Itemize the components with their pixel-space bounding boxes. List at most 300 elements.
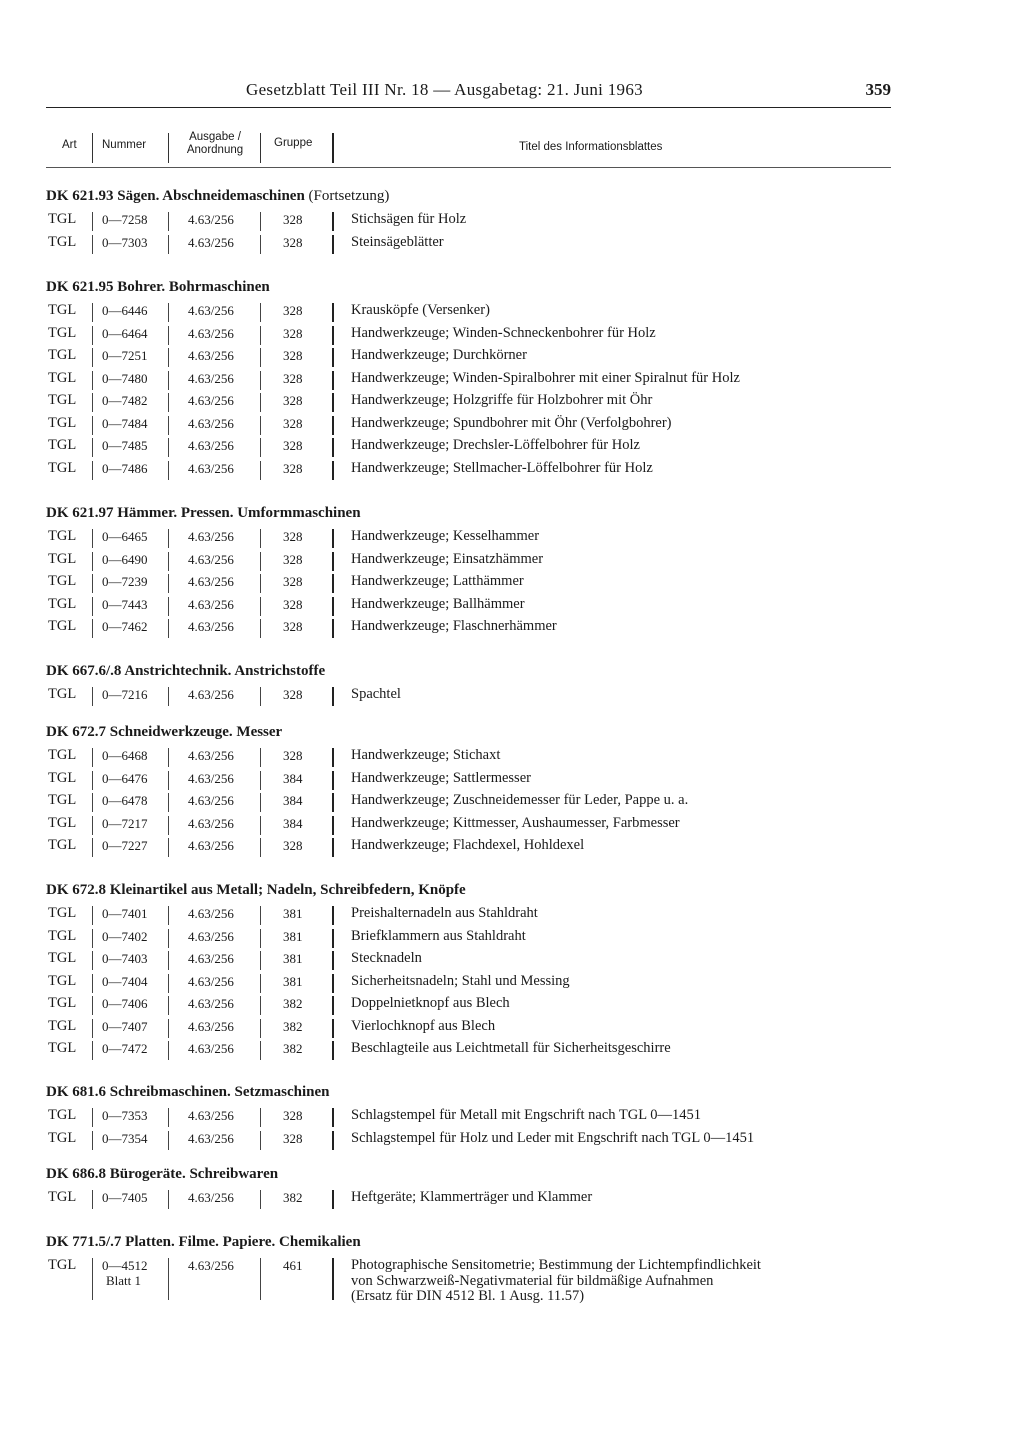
cell-art: TGL: [48, 1189, 77, 1205]
cell-art: TGL: [48, 1129, 77, 1146]
cell-gruppe: 328: [283, 415, 303, 431]
cell-art: TGL: [48, 618, 77, 634]
table-row: [46, 928, 891, 950]
section-heading-text: DK 686.8 Bürogeräte. Schreibwaren: [46, 1166, 279, 1182]
cell-divider: [92, 438, 93, 457]
cell-divider: [168, 212, 169, 231]
cell-divider: [332, 816, 334, 835]
cell-divider: [332, 996, 334, 1015]
cell-divider: [92, 748, 93, 767]
cell-titel: Sicherheitsnadeln; Stahl und Messing: [351, 972, 570, 989]
cell-art: TGL: [48, 686, 77, 702]
cell-divider: [260, 619, 261, 638]
page-number: 359: [865, 80, 891, 99]
cell-ausgabe: 4.63/256: [188, 973, 234, 989]
cell-titel: Doppelnietknopf aus Blech: [351, 995, 510, 1011]
col-ausgabe-line1: Ausgabe /: [189, 131, 241, 143]
cell-art: TGL: [48, 459, 77, 476]
cell-divider: [260, 1131, 261, 1150]
cell-divider: [260, 1190, 261, 1209]
cell-divider: [168, 816, 169, 835]
cell-titel: Steinsägeblätter: [351, 233, 444, 250]
cell-divider: [332, 687, 334, 706]
col-divider: [332, 133, 334, 163]
section-heading: [46, 1234, 361, 1251]
cell-nummer: 0—7485: [102, 438, 148, 453]
table-row: [46, 747, 891, 769]
cell-ausgabe: 4.63/256: [188, 1190, 234, 1205]
section-heading: [46, 882, 466, 899]
cell-titel: Handwerkzeuge; Kittmesser, Aushaumesser, Farbmesser: [351, 814, 680, 831]
cell-art: TGL: [48, 1107, 77, 1123]
cell-divider: [260, 996, 261, 1015]
table-row: [46, 211, 891, 233]
section-heading-text: DK 621.95 Bohrer. Bohrmaschinen: [46, 279, 270, 295]
table-row: [46, 415, 891, 437]
section-heading-text: DK 771.5/.7 Platten. Filme. Papiere. Chemikalien: [46, 1234, 361, 1250]
cell-nummer: 0—7217: [102, 815, 148, 831]
cell-divider: [92, 574, 93, 593]
cell-art: TGL: [48, 347, 77, 363]
cell-art: TGL: [48, 369, 77, 386]
cell-art: TGL: [48, 302, 77, 318]
table-row: [46, 460, 891, 482]
cell-divider: [332, 597, 334, 616]
section-heading: [46, 724, 282, 741]
cell-nummer: 0—7405: [102, 1190, 148, 1205]
cell-divider: [260, 929, 261, 948]
table-row: [46, 792, 891, 814]
cell-divider: [260, 348, 261, 367]
section-heading-suffix: (Fortsetzung): [308, 188, 390, 204]
cell-nummer: 0—7406: [102, 996, 148, 1011]
cell-art: TGL: [48, 769, 77, 786]
cell-divider: [92, 996, 93, 1015]
col-nummer: Nummer: [102, 139, 147, 151]
cell-ausgabe: 4.63/256: [188, 996, 234, 1011]
cell-art: TGL: [48, 927, 77, 944]
cell-divider: [168, 416, 169, 435]
cell-gruppe: 328: [283, 348, 303, 363]
cell-nummer: 0—7403: [102, 951, 148, 966]
table-row: [46, 905, 891, 927]
cell-titel: Krausköpfe (Versenker): [351, 302, 490, 318]
cell-divider: [168, 1258, 169, 1300]
cell-ausgabe: 4.63/256: [188, 393, 234, 408]
col-ausgabe: [170, 131, 260, 157]
cell-titel: Schlagstempel für Metall mit Engschrift nach TGL 0—1451: [351, 1107, 701, 1123]
cell-divider: [168, 303, 169, 322]
cell-divider: [92, 597, 93, 616]
cell-ausgabe: 4.63/256: [188, 793, 234, 808]
cell-gruppe: 328: [283, 1130, 303, 1146]
cell-ausgabe: 4.63/256: [188, 748, 234, 763]
cell-divider: [260, 1258, 261, 1300]
table-row: [46, 973, 891, 995]
cell-divider: [332, 771, 334, 790]
section-heading-text: DK 621.93 Sägen. Abschneidemaschinen: [46, 188, 305, 204]
cell-titel: Handwerkzeuge; Stichaxt: [351, 747, 501, 763]
cell-titel: Handwerkzeuge; Ballhämmer: [351, 595, 525, 612]
cell-divider: [332, 574, 334, 593]
cell-divider: [260, 793, 261, 812]
cell-gruppe: 328: [283, 325, 303, 341]
cell-divider: [260, 303, 261, 322]
cell-nummer: 0—7354: [102, 1130, 148, 1146]
cell-ausgabe: 4.63/256: [188, 370, 234, 386]
cell-nummer: 0—7484: [102, 415, 148, 431]
cell-divider: [260, 574, 261, 593]
cell-titel: Handwerkzeuge; Kesselhammer: [351, 528, 540, 544]
table-row: [46, 837, 891, 859]
cell-gruppe: 328: [283, 551, 303, 567]
cell-titel: Beschlagteile aus Leichtmetall für Sicherheitsgeschirre: [351, 1040, 671, 1056]
cell-gruppe: 328: [283, 303, 303, 318]
cell-gruppe: 328: [283, 212, 303, 227]
cell-divider: [260, 951, 261, 970]
cell-divider: [168, 929, 169, 948]
section-heading: [46, 1084, 329, 1101]
cell-gruppe: 382: [283, 996, 303, 1011]
cell-titel: Briefklammern aus Stahldraht: [351, 927, 526, 944]
table-row: [46, 686, 891, 708]
cell-divider: [168, 996, 169, 1015]
cell-divider: [332, 235, 334, 254]
cell-divider: [92, 793, 93, 812]
cell-ausgabe: 4.63/256: [188, 928, 234, 944]
cell-ausgabe: 4.63/256: [188, 619, 234, 634]
cell-gruppe: 461: [283, 1258, 303, 1273]
section-heading: [46, 505, 361, 522]
cell-art: TGL: [48, 792, 77, 808]
cell-divider: [260, 974, 261, 993]
cell-gruppe: 328: [283, 460, 303, 476]
cell-divider: [92, 1131, 93, 1150]
cell-gruppe: 328: [283, 529, 303, 544]
cell-divider: [332, 1258, 334, 1300]
cell-divider: [260, 552, 261, 571]
cell-ausgabe: 4.63/256: [188, 951, 234, 966]
cell-nummer: 0—4512: [102, 1258, 148, 1273]
cell-art: TGL: [48, 324, 77, 341]
cell-divider: [92, 235, 93, 254]
table-row: [46, 302, 891, 324]
cell-divider: [168, 371, 169, 390]
cell-divider: [168, 974, 169, 993]
cell-divider: [92, 393, 93, 412]
page-header: [46, 80, 891, 108]
cell-titel: Handwerkzeuge; Holzgriffe für Holzbohrer mit Öhr: [351, 392, 653, 408]
cell-titel-line3: (Ersatz für DIN 4512 Bl. 1 Ausg. 11.57): [351, 1288, 585, 1304]
cell-divider: [92, 1019, 93, 1038]
cell-ausgabe: 4.63/256: [188, 838, 234, 853]
cell-divider: [260, 416, 261, 435]
cell-divider: [168, 1190, 169, 1209]
cell-ausgabe: 4.63/256: [188, 348, 234, 363]
cell-ausgabe: 4.63/256: [188, 325, 234, 341]
cell-titel: Heftgeräte; Klammerträger und Klammer: [351, 1189, 593, 1205]
cell-nummer: 0—7251: [102, 348, 148, 363]
table-row: [46, 770, 891, 792]
cell-divider: [92, 838, 93, 857]
cell-divider: [168, 1041, 169, 1060]
cell-titel: Handwerkzeuge; Drechsler-Löffelbohrer für Holz: [351, 437, 640, 453]
col-gruppe: Gruppe: [274, 137, 313, 149]
cell-divider: [92, 951, 93, 970]
cell-divider: [332, 951, 334, 970]
cell-divider: [260, 1108, 261, 1127]
cell-divider: [92, 326, 93, 345]
cell-divider: [332, 1131, 334, 1150]
table-row: [46, 392, 891, 414]
cell-divider: [168, 619, 169, 638]
cell-divider: [168, 235, 169, 254]
cell-nummer: 0—7407: [102, 1018, 148, 1034]
cell-divider: [92, 416, 93, 435]
cell-divider: [168, 1131, 169, 1150]
cell-divider: [92, 1041, 93, 1060]
cell-titel: Handwerkzeuge; Sattlermesser: [351, 769, 531, 786]
cell-gruppe: 328: [283, 438, 303, 453]
cell-divider: [92, 771, 93, 790]
cell-divider: [168, 597, 169, 616]
table-row: [46, 1257, 891, 1304]
cell-nummer: 0—7402: [102, 928, 148, 944]
cell-divider: [168, 461, 169, 480]
table-row: [46, 815, 891, 837]
table-row: [46, 551, 891, 573]
cell-divider: [168, 951, 169, 970]
cell-ausgabe: 4.63/256: [188, 574, 234, 589]
cell-ausgabe: 4.63/256: [188, 687, 234, 702]
cell-divider: [332, 619, 334, 638]
cell-titel: Handwerkzeuge; Einsatzhämmer: [351, 550, 544, 567]
section-heading-text: DK 681.6 Schreibmaschinen. Setzmaschinen: [46, 1084, 330, 1100]
cell-divider: [332, 552, 334, 571]
cell-titel: Stecknadeln: [351, 950, 422, 966]
cell-titel: Handwerkzeuge; Flaschnerhämmer: [351, 618, 557, 634]
cell-titel: Spachtel: [351, 686, 401, 702]
cell-divider: [260, 371, 261, 390]
table-row: [46, 995, 891, 1017]
cell-divider: [168, 574, 169, 593]
section-heading: [46, 279, 270, 296]
cell-art: TGL: [48, 747, 77, 763]
cell-ausgabe: 4.63/256: [188, 1130, 234, 1146]
cell-divider: [92, 687, 93, 706]
cell-gruppe: 328: [283, 370, 303, 386]
cell-ausgabe: 4.63/256: [188, 234, 234, 250]
cell-gruppe: 382: [283, 1190, 303, 1205]
cell-divider: [332, 348, 334, 367]
cell-gruppe: 381: [283, 973, 303, 989]
header-rule: [46, 107, 891, 108]
cell-divider: [332, 529, 334, 548]
cell-divider: [332, 1019, 334, 1038]
cell-art: TGL: [48, 814, 77, 831]
cell-divider: [168, 529, 169, 548]
cell-nummer: 0—7216: [102, 687, 148, 702]
cell-titel: Handwerkzeuge; Latthämmer: [351, 573, 524, 589]
cell-ausgabe: 4.63/256: [188, 1258, 234, 1273]
table-row: [46, 573, 891, 595]
cell-divider: [92, 461, 93, 480]
section-heading-text: DK 672.7 Schneidwerkzeuge. Messer: [46, 724, 283, 740]
cell-art: TGL: [48, 1257, 77, 1273]
cell-divider: [332, 906, 334, 925]
cell-titel: Photographische Sensitometrie; Bestimmung der Lichtempfindlichkeit: [351, 1257, 761, 1273]
cell-divider: [92, 371, 93, 390]
cell-art: TGL: [48, 233, 77, 250]
cell-divider: [168, 393, 169, 412]
cell-gruppe: 328: [283, 619, 303, 634]
cell-divider: [332, 416, 334, 435]
section-heading: [46, 188, 389, 205]
cell-divider: [260, 235, 261, 254]
cell-gruppe: 384: [283, 815, 303, 831]
cell-ausgabe: 4.63/256: [188, 596, 234, 612]
cell-divider: [92, 348, 93, 367]
column-header-row: [46, 127, 891, 167]
cell-nummer: 0—6464: [102, 325, 148, 341]
cell-gruppe: 384: [283, 793, 303, 808]
cell-gruppe: 328: [283, 838, 303, 853]
section-heading-text: DK 621.97 Hämmer. Pressen. Umformmaschinen: [46, 505, 361, 521]
cell-gruppe: 384: [283, 770, 303, 786]
cell-gruppe: 328: [283, 687, 303, 702]
cell-gruppe: 328: [283, 1108, 303, 1123]
cell-art: TGL: [48, 1040, 77, 1056]
cell-nummer: 0—7486: [102, 460, 148, 476]
cell-divider: [92, 974, 93, 993]
cell-ausgabe: 4.63/256: [188, 551, 234, 567]
cell-art: TGL: [48, 1017, 77, 1034]
table-row: [46, 950, 891, 972]
cell-divider: [332, 1108, 334, 1127]
section-heading-text: DK 672.8 Kleinartikel aus Metall; Nadeln, Schreibfedern, Knöpfe: [46, 882, 466, 898]
cell-gruppe: 381: [283, 928, 303, 944]
cell-ausgabe: 4.63/256: [188, 1108, 234, 1123]
table-row: [46, 1107, 891, 1129]
column-header-rule: [46, 167, 891, 168]
cell-divider: [332, 1190, 334, 1209]
cell-divider: [260, 461, 261, 480]
cell-divider: [260, 212, 261, 231]
cell-nummer: 0—6468: [102, 748, 148, 763]
cell-ausgabe: 4.63/256: [188, 460, 234, 476]
cell-titel: Handwerkzeuge; Winden-Schneckenbohrer für Holz: [351, 324, 656, 341]
cell-art: TGL: [48, 211, 77, 227]
cell-ausgabe: 4.63/256: [188, 529, 234, 544]
cell-divider: [92, 303, 93, 322]
cell-divider: [168, 748, 169, 767]
cell-divider: [260, 1041, 261, 1060]
cell-divider: [92, 906, 93, 925]
cell-nummer: 0—7443: [102, 596, 148, 612]
cell-divider: [260, 687, 261, 706]
cell-nummer: 0—7303: [102, 234, 148, 250]
cell-ausgabe: 4.63/256: [188, 303, 234, 318]
cell-art: TGL: [48, 995, 77, 1011]
cell-titel: Handwerkzeuge; Winden-Spiralbohrer mit einer Spiralnut für Holz: [351, 369, 740, 386]
cell-divider: [332, 326, 334, 345]
cell-divider: [168, 771, 169, 790]
cell-ausgabe: 4.63/256: [188, 1041, 234, 1056]
cell-nummer: 0—7472: [102, 1041, 148, 1056]
cell-divider: [332, 748, 334, 767]
cell-divider: [260, 771, 261, 790]
col-ausgabe-line2: Anordnung: [186, 144, 244, 156]
cell-divider: [168, 326, 169, 345]
cell-ausgabe: 4.63/256: [188, 438, 234, 453]
cell-titel: Schlagstempel für Holz und Leder mit Engschrift nach TGL 0—1451: [351, 1129, 755, 1146]
cell-divider: [260, 529, 261, 548]
cell-nummer: 0—6490: [102, 551, 148, 567]
table-row: [46, 596, 891, 618]
cell-nummer: 0—7482: [102, 393, 148, 408]
cell-nummer: 0—7258: [102, 212, 148, 227]
cell-nummer: 0—6476: [102, 770, 148, 786]
cell-titel: Handwerkzeuge; Flachdexel, Hohldexel: [351, 837, 585, 853]
cell-art: TGL: [48, 905, 77, 921]
cell-titel: Stichsägen für Holz: [351, 211, 467, 227]
cell-titel: Handwerkzeuge; Stellmacher-Löffelbohrer für Holz: [351, 459, 653, 476]
table-row: [46, 618, 891, 640]
table-row: [46, 1189, 891, 1211]
cell-titel: Handwerkzeuge; Durchkörner: [351, 347, 527, 363]
cell-titel: Handwerkzeuge; Zuschneidemesser für Leder, Pappe u. a.: [351, 792, 689, 808]
cell-ausgabe: 4.63/256: [188, 815, 234, 831]
section-heading: [46, 663, 325, 680]
table-row: [46, 325, 891, 347]
cell-divider: [168, 793, 169, 812]
cell-nummer-blatt: Blatt 1: [106, 1273, 142, 1288]
cell-art: TGL: [48, 837, 77, 853]
cell-divider: [260, 816, 261, 835]
table-row: [46, 370, 891, 392]
col-art: Art: [62, 139, 77, 151]
cell-gruppe: 328: [283, 234, 303, 250]
cell-divider: [260, 748, 261, 767]
cell-divider: [332, 1041, 334, 1060]
cell-divider: [168, 906, 169, 925]
cell-divider: [260, 1019, 261, 1038]
cell-art: TGL: [48, 595, 77, 612]
table-row: [46, 528, 891, 550]
cell-gruppe: 328: [283, 748, 303, 763]
section-heading: [46, 1166, 278, 1183]
cell-divider: [92, 212, 93, 231]
col-divider: [92, 133, 93, 163]
cell-divider: [168, 438, 169, 457]
cell-gruppe: 381: [283, 906, 303, 921]
table-row: [46, 234, 891, 256]
cell-divider: [260, 393, 261, 412]
col-titel: Titel des Informationsblattes: [519, 141, 663, 153]
cell-divider: [332, 212, 334, 231]
cell-nummer: 0—7404: [102, 973, 148, 989]
cell-gruppe: 381: [283, 951, 303, 966]
table-row: [46, 1018, 891, 1040]
cell-divider: [92, 929, 93, 948]
col-divider: [168, 133, 169, 163]
cell-divider: [92, 619, 93, 638]
cell-art: TGL: [48, 550, 77, 567]
cell-gruppe: 328: [283, 574, 303, 589]
cell-divider: [332, 974, 334, 993]
cell-nummer: 0—6478: [102, 793, 148, 808]
cell-titel-line2: von Schwarzweiß-Negativmaterial für bildmäßige Aufnahmen: [351, 1273, 714, 1289]
